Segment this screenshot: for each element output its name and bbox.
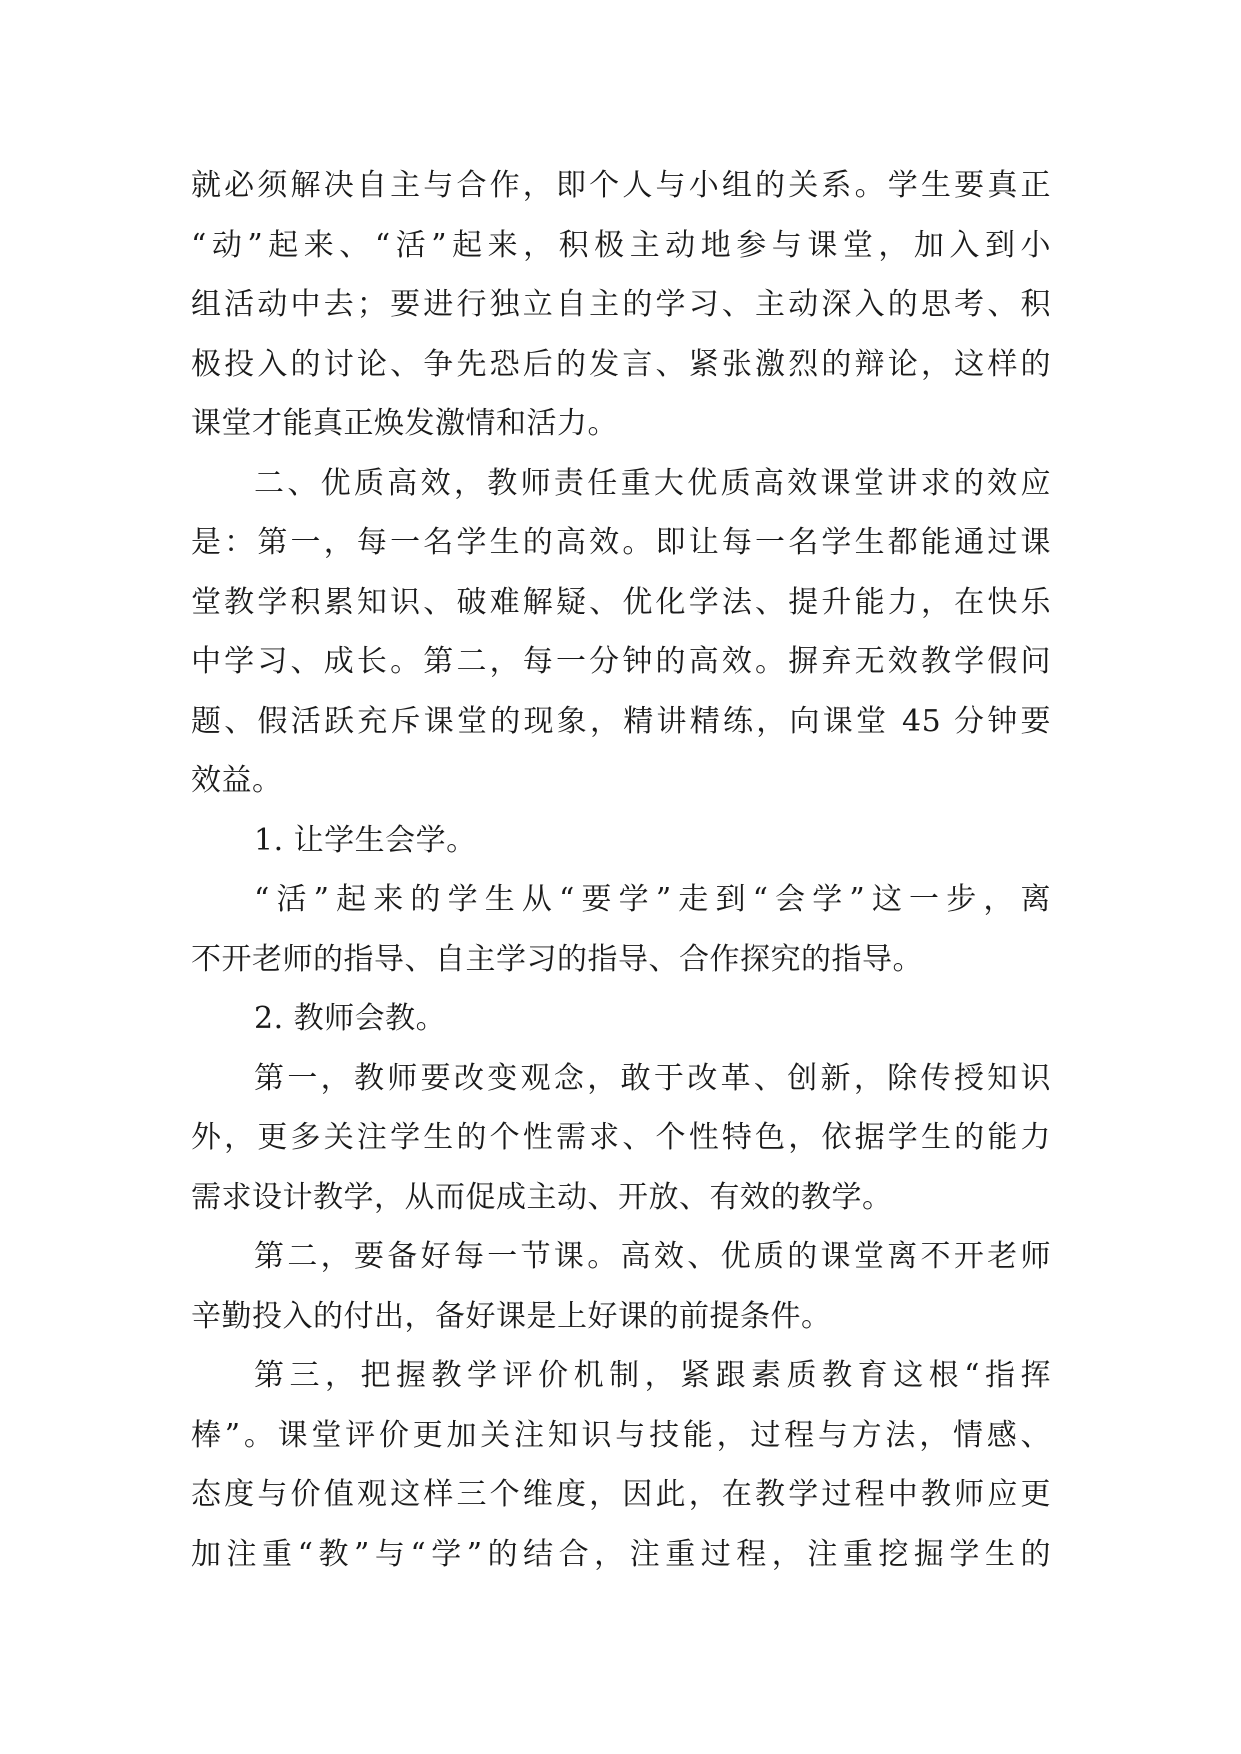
text-line: 课堂才能真正焕发激情和活力。 <box>191 406 618 441</box>
text-line: “动”起来、“活”起来，积极主动地参与课堂，加入到小 <box>191 227 1051 263</box>
text-line: 态度与价值观这样三个维度，因此，在教学过程中教师应更 <box>191 1477 1051 1512</box>
text-line: 1. 让学生会学。 <box>254 822 477 858</box>
text-line: 辛勤投入的付出，备好课是上好课的前提条件。 <box>191 1298 832 1334</box>
text-line: 第三，把握教学评价机制，紧跟素质教育这根“指挥 <box>254 1358 1051 1393</box>
text-line: 效益。 <box>191 763 283 798</box>
text-line: 题、假活跃充斥课堂的现象，精讲精练，向课堂 45 分钟要 <box>191 703 1051 739</box>
text-line: 就必须解决自主与合作，即个人与小组的关系。学生要真正 <box>191 168 1051 203</box>
text-line: 是：第一，每一名学生的高效。即让每一名学生都能通过课 <box>191 525 1051 560</box>
text-line: 加注重“教”与“学”的结合，注重过程，注重挖掘学生的 <box>191 1536 1051 1572</box>
text-line: 极投入的讨论、争先恐后的发言、紧张激烈的辩论，这样的 <box>191 346 1051 382</box>
text-line: 堂教学积累知识、破难解疑、优化学法、提升能力，在快乐 <box>191 584 1051 620</box>
text-line: 第二，要备好每一节课。高效、优质的课堂离不开老师 <box>254 1239 1051 1274</box>
text-line: 需求设计教学，从而促成主动、开放、有效的教学。 <box>191 1179 893 1215</box>
text-line: 不开老师的指导、自主学习的指导、合作探究的指导。 <box>191 941 923 977</box>
body-text <box>191 156 1051 1584</box>
text-line: 外，更多关注学生的个性需求、个性特色，依据学生的能力 <box>191 1120 1051 1155</box>
text-line: 2. 教师会教。 <box>254 1001 447 1036</box>
text-line: 二、优质高效，教师责任重大优质高效课堂讲求的效应 <box>254 465 1051 501</box>
text-line: “活”起来的学生从“要学”走到“会学”这一步，离 <box>254 882 1051 917</box>
text-line: 棒”。课堂评价更加关注知识与技能，过程与方法，情感、 <box>191 1417 1051 1453</box>
text-line: 中学习、成长。第二，每一分钟的高效。摒弃无效教学假问 <box>191 644 1051 679</box>
text-line: 组活动中去；要进行独立自主的学习、主动深入的思考、积 <box>191 287 1051 322</box>
text-line: 第一，教师要改变观念，敢于改革、创新，除传授知识 <box>254 1060 1051 1096</box>
